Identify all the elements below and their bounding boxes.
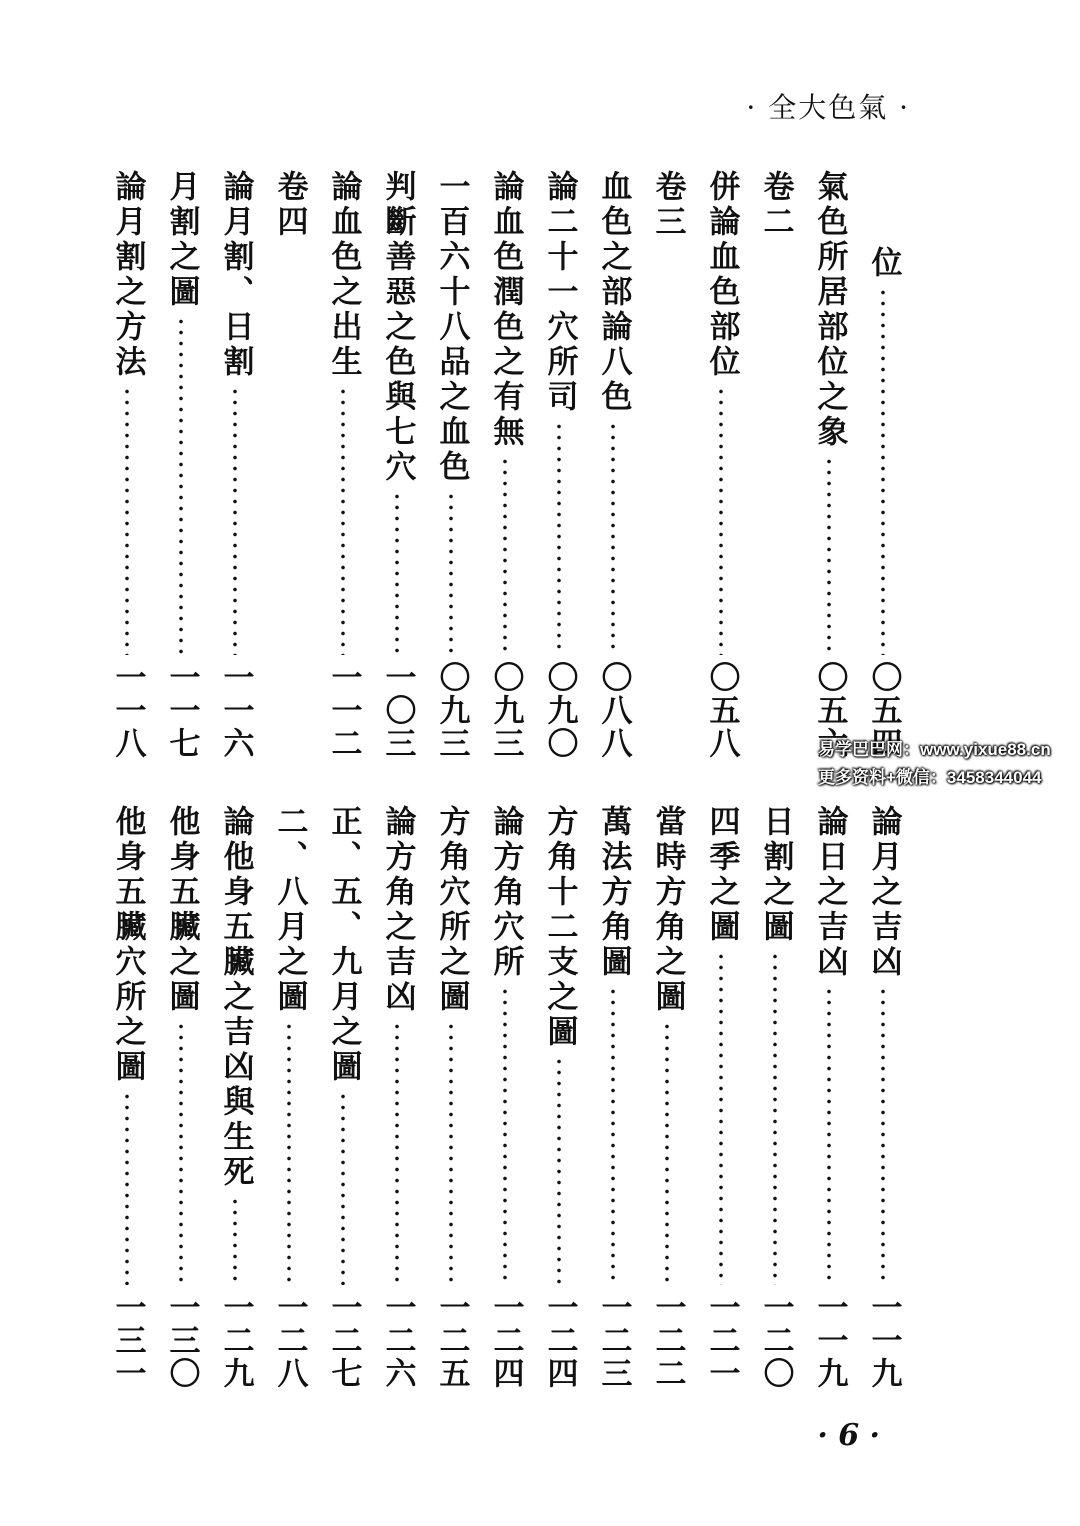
toc-entry-title: 卷四	[271, 170, 308, 240]
toc-entry-page: 〇九三	[433, 661, 470, 760]
dot-leader	[395, 491, 399, 655]
toc-entry	[262, 170, 316, 760]
toc-entry-page: 一二七	[325, 1291, 362, 1390]
toc-entry-page: 一二五	[433, 1291, 470, 1390]
toc-entry	[424, 170, 478, 760]
dot-leader	[341, 1091, 345, 1285]
watermark-line-2: 更多资料+微信：3458344044	[818, 768, 1042, 787]
watermark-line-1: 易学巴巴网：www.yixue88.cn	[818, 740, 1051, 759]
toc-section-2	[100, 805, 910, 1390]
toc-entry-title: 論日之吉凶	[811, 805, 848, 980]
toc-entry-page: 〇八八	[595, 661, 632, 760]
toc-entry-title: 二、八月之圖	[271, 805, 308, 1015]
dot-leader	[233, 386, 237, 655]
toc-entry-page: 一一九	[865, 1291, 902, 1390]
toc-entry	[100, 170, 154, 760]
toc-entry	[640, 805, 694, 1390]
toc-entry	[532, 805, 586, 1390]
dot-leader	[827, 986, 831, 1285]
dot-leader	[881, 287, 885, 655]
dot-leader	[503, 456, 507, 655]
toc-entry-page: 一一二	[325, 661, 362, 760]
toc-entry	[694, 805, 748, 1390]
toc-entry-title: 論月割、日割	[217, 170, 254, 380]
toc-entry-title: 血色之部論八色	[595, 170, 632, 415]
toc-entry-page: 一二四	[487, 1291, 524, 1390]
dot-leader	[179, 316, 183, 655]
dot-leader	[611, 986, 615, 1285]
toc-entry	[748, 170, 802, 760]
dot-leader	[449, 491, 453, 655]
toc-entry	[208, 805, 262, 1390]
toc-entry	[370, 170, 424, 760]
toc-entry-page: 〇五八	[703, 661, 740, 760]
toc-entry-title: 卷二	[757, 170, 794, 240]
toc-entry	[802, 805, 856, 1390]
toc-entry	[640, 170, 694, 760]
toc-entry	[100, 805, 154, 1390]
toc-entry-title: 論他身五臟之吉凶與生死	[217, 805, 254, 1190]
toc-entry-title: 他身五臟穴所之圖	[109, 805, 146, 1085]
toc-entry	[478, 170, 532, 760]
dot-leader	[449, 1021, 453, 1285]
toc-entry-title: 論方角之吉凶	[379, 805, 416, 1015]
watermark	[818, 736, 1068, 792]
dot-leader	[287, 1021, 291, 1285]
toc-entry	[316, 805, 370, 1390]
toc-entry	[532, 170, 586, 760]
toc-entry-page: 〇九〇	[541, 661, 578, 760]
toc-entry-title: 四季之圖	[703, 805, 740, 945]
page-number: · 6 ·	[817, 1418, 880, 1453]
toc-entry-title: 方角十二支之圖	[541, 805, 578, 1050]
toc-entry-title: 論二十一穴所司	[541, 170, 578, 415]
dot-leader	[611, 421, 615, 655]
toc-section-1	[100, 170, 910, 760]
toc-entry-title: 併論血色部位	[703, 170, 740, 380]
toc-entry	[154, 170, 208, 760]
toc-entry-page: 〇五四	[865, 661, 902, 760]
toc-entry-page: 一二四	[541, 1291, 578, 1390]
toc-entry-title: 正、五、九月之圖	[325, 805, 362, 1085]
toc-entry-page: 一二八	[271, 1291, 308, 1390]
toc-entry-page: 一一七	[163, 661, 200, 760]
toc-entry-page: 一二一	[703, 1291, 740, 1390]
dot-leader	[125, 1091, 129, 1285]
toc-entry	[370, 805, 424, 1390]
toc-entry	[262, 805, 316, 1390]
toc-entry-title: 萬法方角圖	[595, 805, 632, 980]
dot-leader	[719, 386, 723, 655]
toc-entry	[208, 170, 262, 760]
toc-entry-page: 一三〇	[163, 1291, 200, 1390]
dot-leader	[773, 951, 777, 1285]
toc-entry-page: 〇九三	[487, 661, 524, 760]
toc-entry	[316, 170, 370, 760]
dot-leader	[557, 1056, 561, 1285]
toc-entry-title: 月割之圖	[163, 170, 200, 310]
toc-entry-page: 一〇三	[379, 661, 416, 760]
toc-entry-title: 論血色之出生	[325, 170, 362, 380]
toc-entry-page: 一一八	[109, 661, 146, 760]
toc-entry-title: 日割之圖	[757, 805, 794, 945]
dot-leader	[341, 386, 345, 655]
toc-entry-page: 一一九	[811, 1291, 848, 1390]
running-header: · 全大色氣 ·	[746, 91, 910, 124]
dot-leader	[557, 421, 561, 655]
toc-entry-title: 一百六十八品之血色	[433, 170, 470, 485]
toc-entry-title: 氣色所居部位之象	[811, 170, 848, 450]
toc-entry-title: 方角穴所之圖	[433, 805, 470, 1015]
toc-entry	[478, 805, 532, 1390]
toc-entry	[856, 805, 910, 1390]
toc-entry	[586, 170, 640, 760]
toc-entry-page: 一二二	[649, 1291, 686, 1390]
toc-entry-title: 判斷善惡之色與七穴	[379, 170, 416, 485]
toc-entry-page: 一二九	[217, 1291, 254, 1390]
dot-leader	[881, 986, 885, 1285]
toc-entry-title: 他身五臟之圖	[163, 805, 200, 1015]
toc-entry-title: 位	[865, 246, 902, 281]
toc-entry	[802, 170, 856, 760]
dot-leader	[503, 986, 507, 1285]
toc-entry-title: 當時方角之圖	[649, 805, 686, 1015]
toc-entry-title: 論血色潤色之有無	[487, 170, 524, 450]
toc-entry-title: 卷三	[649, 170, 686, 240]
dot-leader	[179, 1021, 183, 1285]
toc-entry	[586, 805, 640, 1390]
toc-entry	[154, 805, 208, 1390]
toc-entry	[694, 170, 748, 760]
dot-leader	[719, 951, 723, 1285]
toc-entry-page: 一三一	[109, 1291, 146, 1390]
dot-leader	[125, 386, 129, 655]
toc-entry-title: 論月之吉凶	[865, 805, 902, 980]
toc-entry-page: 一二六	[379, 1291, 416, 1390]
toc-entry-page: 一二〇	[757, 1291, 794, 1390]
dot-leader	[395, 1021, 399, 1285]
toc-entry-page: 一一六	[217, 661, 254, 760]
toc-entry-page: 一二三	[595, 1291, 632, 1390]
toc-entry	[424, 805, 478, 1390]
toc-entry	[748, 805, 802, 1390]
dot-leader	[665, 1021, 669, 1285]
toc-entry	[856, 170, 910, 760]
toc-entry-page: 〇五六	[811, 661, 848, 760]
dot-leader	[827, 456, 831, 655]
toc-entry-title: 論月割之方法	[109, 170, 146, 380]
dot-leader	[233, 1196, 237, 1285]
toc-entry-title: 論方角穴所	[487, 805, 524, 980]
